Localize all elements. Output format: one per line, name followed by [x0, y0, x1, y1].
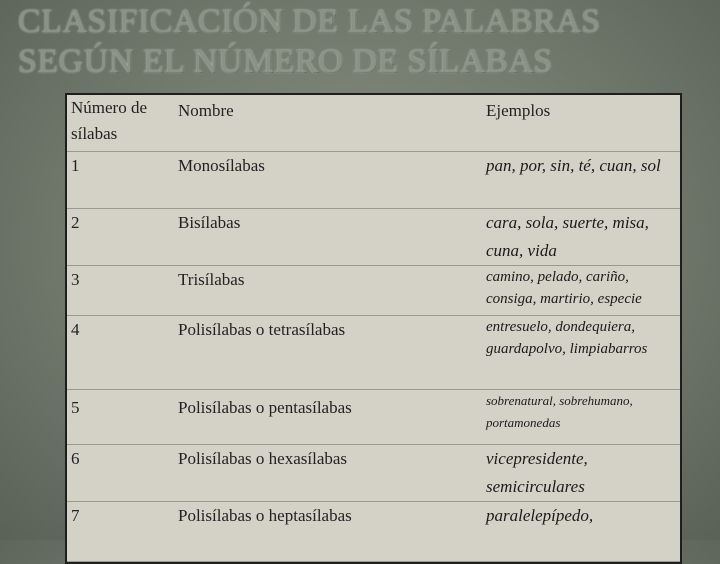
cell-name: Trisílabas — [176, 266, 482, 316]
table-row — [67, 502, 680, 562]
table-row — [67, 152, 680, 209]
cell-examples: sobrenatural, sobrehumano, portamonedas — [482, 390, 680, 445]
cell-number: 6 — [67, 445, 176, 502]
cell-examples: cara, sola, suerte, misa, cuna, vida — [482, 209, 680, 266]
table-header-row — [67, 95, 680, 152]
cell-number: 5 — [67, 390, 176, 445]
table-row — [67, 266, 680, 316]
cell-name: Polisílabas o tetrasílabas — [176, 316, 482, 390]
table-row — [67, 316, 680, 390]
cell-number: 2 — [67, 209, 176, 266]
cell-name: Bisílabas — [176, 209, 482, 266]
cell-number: 7 — [67, 502, 176, 562]
cell-number: 4 — [67, 316, 176, 390]
table — [67, 95, 680, 562]
table-row — [67, 390, 680, 445]
cell-examples: camino, pelado, cariño, consiga, martirio, especie — [482, 266, 680, 316]
cell-name: Polisílabas o pentasílabas — [176, 390, 482, 445]
header-examples: Ejemplos — [482, 95, 680, 152]
slide-title: CLASIFICACIÓN DE LAS PALABRAS SEGÚN EL NÚMERO DE SÍLABAS — [18, 3, 601, 80]
cell-number: 1 — [67, 152, 176, 209]
cell-examples: vicepresidente, semicirculares — [482, 445, 680, 502]
cell-number: 3 — [67, 266, 176, 316]
syllable-classification-table — [65, 93, 682, 564]
cell-name: Polisílabas o heptasílabas — [176, 502, 482, 562]
header-name: Nombre — [176, 95, 482, 152]
cell-examples: paralelepípedo, — [482, 502, 680, 562]
cell-name: Polisílabas o hexasílabas — [176, 445, 482, 502]
cell-examples: pan, por, sin, té, cuan, sol — [482, 152, 680, 209]
cell-examples: entresuelo, dondequiera, guardapolvo, limpiabarros — [482, 316, 680, 390]
table-row — [67, 445, 680, 502]
cell-name: Monosílabas — [176, 152, 482, 209]
table-row — [67, 209, 680, 266]
header-number-of-syllables: Número de sílabas — [67, 95, 176, 152]
